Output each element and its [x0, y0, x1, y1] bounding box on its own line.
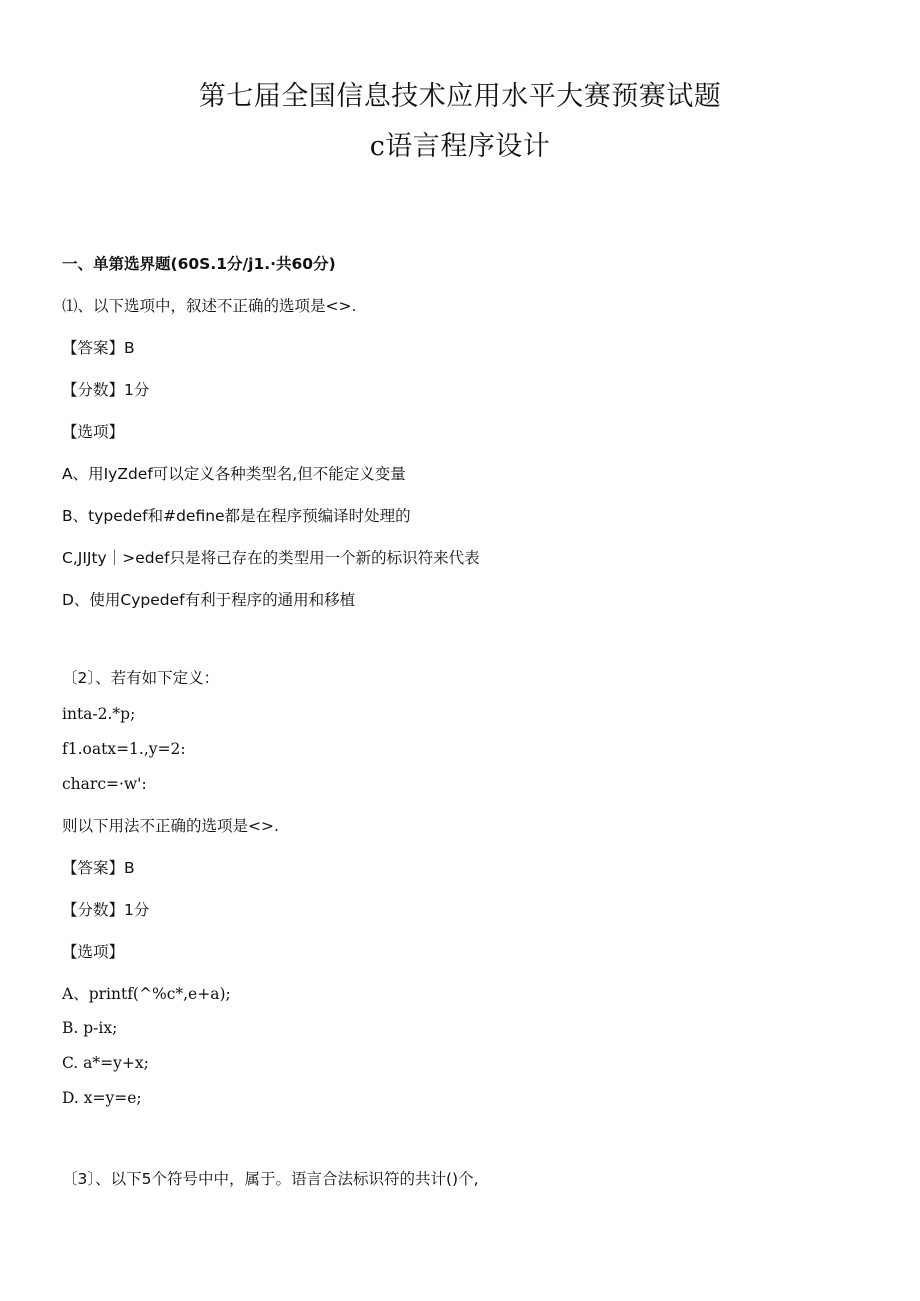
- question-2-options-label: 【选项】: [62, 943, 125, 961]
- question-2-option-c: C. a*=y+x;: [62, 1054, 149, 1072]
- question-2-prompt: 则以下用法不正确的选项是<>.: [62, 817, 279, 835]
- question-2-option-a: A、printf(^%c*,e+a);: [62, 985, 231, 1003]
- question-3-stem: 〔3〕、以下5个符号中中，属于。语言合法标识符的共计()个,: [62, 1170, 479, 1188]
- question-2-option-d: D. x=y=e;: [62, 1089, 142, 1107]
- document-subtitle: c语言程序设计: [369, 131, 551, 162]
- question-2-code-line-1: inta-2.*p;: [62, 705, 136, 723]
- question-1-answer: 【答案】B: [62, 339, 135, 357]
- question-1-score: 【分数】1分: [62, 381, 150, 399]
- question-2-stem: 〔2〕、若有如下定义：: [62, 669, 220, 687]
- question-1-option-d: D、使用Cypedef有利于程序的通用和移植: [62, 591, 356, 609]
- question-2-option-b: B. p-ix;: [62, 1019, 118, 1037]
- question-1-options-label: 【选项】: [62, 423, 125, 441]
- question-1-option-c: C,JIJty｜>edef只是将己存在的类型用一个新的标识符来代表: [62, 549, 480, 567]
- question-1-option-a: A、用IyZdef可以定义各种类型名,但不能定义变量: [62, 465, 406, 483]
- section-heading: 一、单第选界题(60S.1分/j1.·共60分): [62, 255, 336, 273]
- question-1-option-b: B、typedef和#define都是在程序预编译时处理的: [62, 507, 411, 525]
- question-2-code-line-2: f1.oatx=1.,y=2:: [62, 740, 186, 758]
- question-2-score: 【分数】1分: [62, 901, 150, 919]
- document-title: 第七届全国信息技术应用水平大赛预赛试题: [198, 81, 722, 112]
- question-1-stem: ⑴、以下选项中，叙述不正确的选项是<>.: [62, 297, 357, 315]
- question-2-code-line-3: charc=·w':: [62, 775, 147, 793]
- question-2-answer: 【答案】B: [62, 859, 135, 877]
